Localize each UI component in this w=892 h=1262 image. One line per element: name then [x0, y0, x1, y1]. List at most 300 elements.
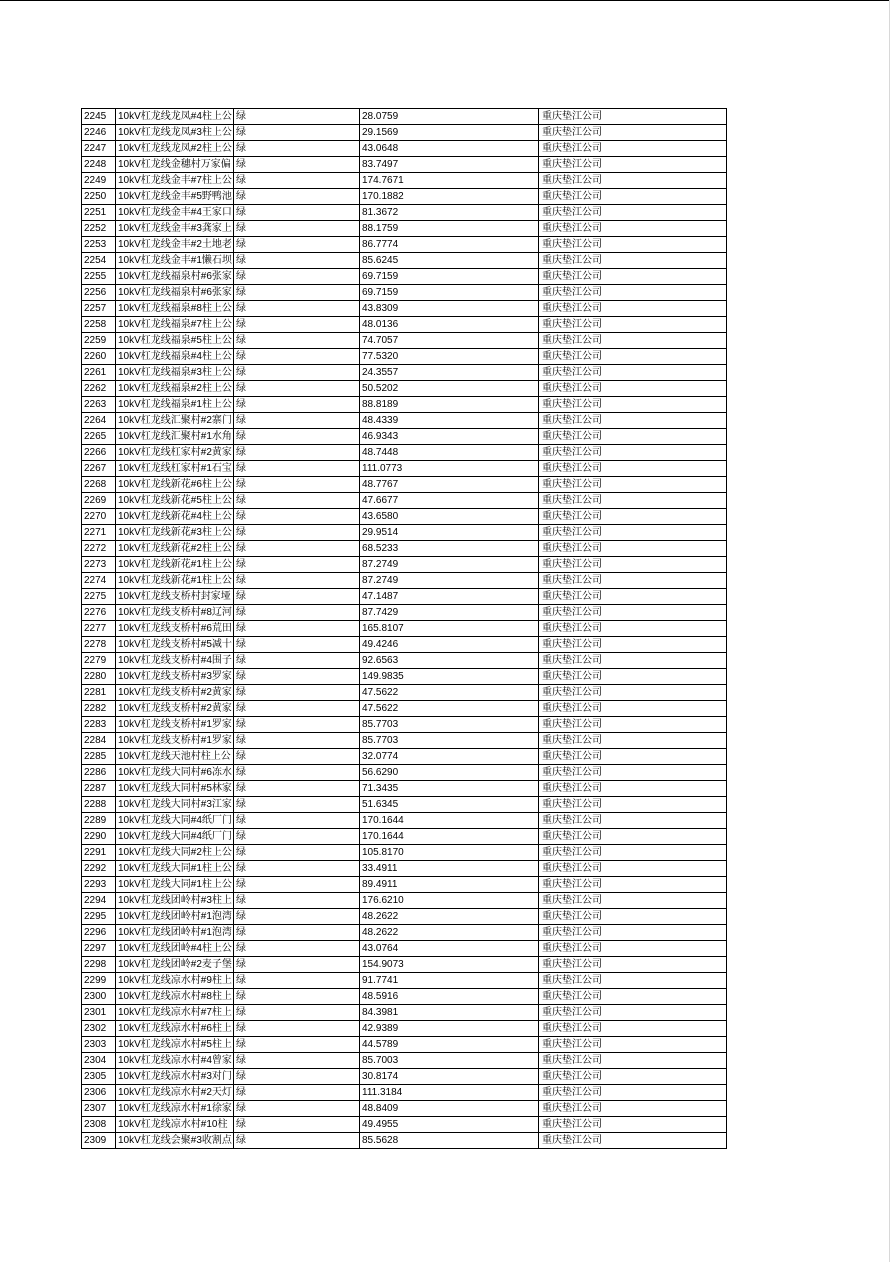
line-name-cell: 10kV杠龙线福泉#2柱上公 — [116, 381, 234, 397]
status-cell: 绿 — [234, 573, 360, 589]
value-cell: 84.3981 — [360, 1005, 539, 1021]
table-row — [82, 317, 727, 333]
value-cell: 28.0759 — [360, 109, 539, 125]
table-row — [82, 557, 727, 573]
value-cell: 48.7767 — [360, 477, 539, 493]
line-name-cell: 10kV杠龙线福泉村#6张家 — [116, 285, 234, 301]
table-row — [82, 797, 727, 813]
line-name-cell: 10kV杠龙线大同村#3江家 — [116, 797, 234, 813]
company-cell: 重庆垫江公司 — [539, 685, 727, 701]
company-cell: 重庆垫江公司 — [539, 765, 727, 781]
table-row — [82, 909, 727, 925]
table-row — [82, 509, 727, 525]
status-cell: 绿 — [234, 717, 360, 733]
table-body — [82, 109, 727, 1149]
line-name-cell: 10kV杠龙线支桥村#4围子 — [116, 653, 234, 669]
status-cell: 绿 — [234, 381, 360, 397]
company-cell: 重庆垫江公司 — [539, 509, 727, 525]
line-name-cell: 10kV杠龙线新花#1柱上公 — [116, 557, 234, 573]
value-cell: 33.4911 — [360, 861, 539, 877]
company-cell: 重庆垫江公司 — [539, 317, 727, 333]
company-cell: 重庆垫江公司 — [539, 605, 727, 621]
value-cell: 42.9389 — [360, 1021, 539, 1037]
table-row — [82, 397, 727, 413]
table-row — [82, 877, 727, 893]
status-cell: 绿 — [234, 669, 360, 685]
company-cell: 重庆垫江公司 — [539, 829, 727, 845]
row-number-cell: 2305 — [82, 1069, 116, 1085]
status-cell: 绿 — [234, 1069, 360, 1085]
table-row — [82, 1005, 727, 1021]
row-number-cell: 2256 — [82, 285, 116, 301]
company-cell: 重庆垫江公司 — [539, 445, 727, 461]
row-number-cell: 2269 — [82, 493, 116, 509]
company-cell: 重庆垫江公司 — [539, 349, 727, 365]
company-cell: 重庆垫江公司 — [539, 125, 727, 141]
value-cell: 87.2749 — [360, 557, 539, 573]
company-cell: 重庆垫江公司 — [539, 669, 727, 685]
line-name-cell: 10kV杠龙线凉水村#3对门 — [116, 1069, 234, 1085]
line-name-cell: 10kV杠龙线新花#4柱上公 — [116, 509, 234, 525]
table-row — [82, 413, 727, 429]
status-cell: 绿 — [234, 445, 360, 461]
status-cell: 绿 — [234, 173, 360, 189]
table-row — [82, 845, 727, 861]
line-name-cell: 10kV杠龙线支桥村#1罗家 — [116, 717, 234, 733]
company-cell: 重庆垫江公司 — [539, 157, 727, 173]
table-row — [82, 109, 727, 125]
value-cell: 85.6245 — [360, 253, 539, 269]
line-name-cell: 10kV杠龙线支桥村#5减十 — [116, 637, 234, 653]
value-cell: 154.9073 — [360, 957, 539, 973]
page-right-rule — [889, 0, 890, 1262]
status-cell: 绿 — [234, 1117, 360, 1133]
company-cell: 重庆垫江公司 — [539, 525, 727, 541]
company-cell: 重庆垫江公司 — [539, 781, 727, 797]
value-cell: 174.7671 — [360, 173, 539, 189]
table-row — [82, 1053, 727, 1069]
status-cell: 绿 — [234, 317, 360, 333]
table-row — [82, 621, 727, 637]
table-row — [82, 717, 727, 733]
table-row — [82, 525, 727, 541]
row-number-cell: 2279 — [82, 653, 116, 669]
table-row — [82, 701, 727, 717]
value-cell: 85.7703 — [360, 717, 539, 733]
line-name-cell: 10kV杠龙线凉水村#1徐家 — [116, 1101, 234, 1117]
status-cell: 绿 — [234, 413, 360, 429]
table-row — [82, 1037, 727, 1053]
table-row — [82, 637, 727, 653]
row-number-cell: 2260 — [82, 349, 116, 365]
status-cell: 绿 — [234, 1101, 360, 1117]
line-name-cell: 10kV杠龙线福泉#5柱上公 — [116, 333, 234, 349]
table-row — [82, 269, 727, 285]
line-name-cell: 10kV杠龙线杠家村#1石宝 — [116, 461, 234, 477]
status-cell: 绿 — [234, 1037, 360, 1053]
line-name-cell: 10kV杠龙线福泉村#6张家 — [116, 269, 234, 285]
value-cell: 87.2749 — [360, 573, 539, 589]
company-cell: 重庆垫江公司 — [539, 109, 727, 125]
table-row — [82, 781, 727, 797]
status-cell: 绿 — [234, 349, 360, 365]
value-cell: 47.5622 — [360, 701, 539, 717]
table-row — [82, 173, 727, 189]
table-row — [82, 765, 727, 781]
row-number-cell: 2255 — [82, 269, 116, 285]
line-name-cell: 10kV杠龙线大同#4纸厂门 — [116, 829, 234, 845]
value-cell: 89.4911 — [360, 877, 539, 893]
company-cell: 重庆垫江公司 — [539, 365, 727, 381]
line-name-cell: 10kV杠龙线大同#1柱上公 — [116, 861, 234, 877]
status-cell: 绿 — [234, 509, 360, 525]
table-row — [82, 957, 727, 973]
status-cell: 绿 — [234, 781, 360, 797]
line-name-cell: 10kV杠龙线新花#2柱上公 — [116, 541, 234, 557]
value-cell: 68.5233 — [360, 541, 539, 557]
line-name-cell: 10kV杠龙线龙凤#4柱上公 — [116, 109, 234, 125]
company-cell: 重庆垫江公司 — [539, 733, 727, 749]
company-cell: 重庆垫江公司 — [539, 861, 727, 877]
status-cell: 绿 — [234, 621, 360, 637]
value-cell: 49.4246 — [360, 637, 539, 653]
table-row — [82, 1133, 727, 1149]
table-row — [82, 141, 727, 157]
table-row — [82, 1117, 727, 1133]
company-cell: 重庆垫江公司 — [539, 797, 727, 813]
value-cell: 48.2622 — [360, 909, 539, 925]
value-cell: 71.3435 — [360, 781, 539, 797]
line-name-cell: 10kV杠龙线龙凤#2柱上公 — [116, 141, 234, 157]
row-number-cell: 2284 — [82, 733, 116, 749]
table-row — [82, 493, 727, 509]
line-name-cell: 10kV杠龙线大同村#6冻水 — [116, 765, 234, 781]
table-row — [82, 1085, 727, 1101]
company-cell: 重庆垫江公司 — [539, 381, 727, 397]
status-cell: 绿 — [234, 909, 360, 925]
table-row — [82, 973, 727, 989]
status-cell: 绿 — [234, 941, 360, 957]
row-number-cell: 2294 — [82, 893, 116, 909]
status-cell: 绿 — [234, 653, 360, 669]
company-cell: 重庆垫江公司 — [539, 429, 727, 445]
row-number-cell: 2265 — [82, 429, 116, 445]
company-cell: 重庆垫江公司 — [539, 141, 727, 157]
status-cell: 绿 — [234, 1133, 360, 1149]
row-number-cell: 2282 — [82, 701, 116, 717]
status-cell: 绿 — [234, 525, 360, 541]
row-number-cell: 2299 — [82, 973, 116, 989]
table-row — [82, 941, 727, 957]
row-number-cell: 2257 — [82, 301, 116, 317]
row-number-cell: 2297 — [82, 941, 116, 957]
value-cell: 87.7429 — [360, 605, 539, 621]
row-number-cell: 2267 — [82, 461, 116, 477]
row-number-cell: 2274 — [82, 573, 116, 589]
status-cell: 绿 — [234, 637, 360, 653]
value-cell: 83.7497 — [360, 157, 539, 173]
value-cell: 43.0764 — [360, 941, 539, 957]
company-cell: 重庆垫江公司 — [539, 1101, 727, 1117]
line-name-cell: 10kV杠龙线福泉#4柱上公 — [116, 349, 234, 365]
value-cell: 48.0136 — [360, 317, 539, 333]
table-row — [82, 349, 727, 365]
row-number-cell: 2261 — [82, 365, 116, 381]
table-row — [82, 445, 727, 461]
line-name-cell: 10kV杠龙线凉水村#9柱上 — [116, 973, 234, 989]
row-number-cell: 2270 — [82, 509, 116, 525]
company-cell: 重庆垫江公司 — [539, 205, 727, 221]
company-cell: 重庆垫江公司 — [539, 1037, 727, 1053]
line-name-cell: 10kV杠龙线凉水村#8柱上 — [116, 989, 234, 1005]
table-row — [82, 813, 727, 829]
value-cell: 49.4955 — [360, 1117, 539, 1133]
company-cell: 重庆垫江公司 — [539, 813, 727, 829]
line-name-cell: 10kV杠龙线金丰#1懒石坝 — [116, 253, 234, 269]
line-name-cell: 10kV杠龙线金丰#4王家口 — [116, 205, 234, 221]
value-cell: 81.3672 — [360, 205, 539, 221]
status-cell: 绿 — [234, 797, 360, 813]
company-cell: 重庆垫江公司 — [539, 477, 727, 493]
table-row — [82, 1101, 727, 1117]
company-cell: 重庆垫江公司 — [539, 269, 727, 285]
line-name-cell: 10kV杠龙线大同#4纸厂门 — [116, 813, 234, 829]
status-cell: 绿 — [234, 269, 360, 285]
status-cell: 绿 — [234, 957, 360, 973]
company-cell: 重庆垫江公司 — [539, 253, 727, 269]
company-cell: 重庆垫江公司 — [539, 173, 727, 189]
line-name-cell: 10kV杠龙线金丰#5野鸭池 — [116, 189, 234, 205]
row-number-cell: 2300 — [82, 989, 116, 1005]
line-name-cell: 10kV杠龙线支桥村#8辽河 — [116, 605, 234, 621]
line-name-cell: 10kV杠龙线金丰#2土地老 — [116, 237, 234, 253]
company-cell: 重庆垫江公司 — [539, 573, 727, 589]
row-number-cell: 2301 — [82, 1005, 116, 1021]
row-number-cell: 2276 — [82, 605, 116, 621]
table-row — [82, 253, 727, 269]
row-number-cell: 2262 — [82, 381, 116, 397]
value-cell: 43.6580 — [360, 509, 539, 525]
value-cell: 56.6290 — [360, 765, 539, 781]
line-name-cell: 10kV杠龙线支桥村#1罗家 — [116, 733, 234, 749]
status-cell: 绿 — [234, 973, 360, 989]
row-number-cell: 2306 — [82, 1085, 116, 1101]
company-cell: 重庆垫江公司 — [539, 461, 727, 477]
row-number-cell: 2248 — [82, 157, 116, 173]
table-row — [82, 605, 727, 621]
company-cell: 重庆垫江公司 — [539, 1133, 727, 1149]
row-number-cell: 2302 — [82, 1021, 116, 1037]
status-cell: 绿 — [234, 157, 360, 173]
row-number-cell: 2283 — [82, 717, 116, 733]
company-cell: 重庆垫江公司 — [539, 957, 727, 973]
table-row — [82, 893, 727, 909]
status-cell: 绿 — [234, 925, 360, 941]
status-cell: 绿 — [234, 733, 360, 749]
status-cell: 绿 — [234, 765, 360, 781]
line-name-cell: 10kV杠龙线凉水村#7柱上 — [116, 1005, 234, 1021]
row-number-cell: 2304 — [82, 1053, 116, 1069]
row-number-cell: 2307 — [82, 1101, 116, 1117]
value-cell: 48.8409 — [360, 1101, 539, 1117]
table-row — [82, 669, 727, 685]
line-name-cell: 10kV杠龙线团岭村#1泡湾 — [116, 909, 234, 925]
company-cell: 重庆垫江公司 — [539, 301, 727, 317]
status-cell: 绿 — [234, 989, 360, 1005]
row-number-cell: 2303 — [82, 1037, 116, 1053]
table-row — [82, 285, 727, 301]
table-row — [82, 333, 727, 349]
company-cell: 重庆垫江公司 — [539, 989, 727, 1005]
status-cell: 绿 — [234, 429, 360, 445]
company-cell: 重庆垫江公司 — [539, 749, 727, 765]
status-cell: 绿 — [234, 893, 360, 909]
value-cell: 91.7741 — [360, 973, 539, 989]
row-number-cell: 2245 — [82, 109, 116, 125]
line-name-cell: 10kV杠龙线金穗村万家偏 — [116, 157, 234, 173]
value-cell: 47.1487 — [360, 589, 539, 605]
table-row — [82, 1069, 727, 1085]
value-cell: 50.5202 — [360, 381, 539, 397]
status-cell: 绿 — [234, 477, 360, 493]
table-row — [82, 125, 727, 141]
value-cell: 32.0774 — [360, 749, 539, 765]
table-row — [82, 829, 727, 845]
row-number-cell: 2308 — [82, 1117, 116, 1133]
line-name-cell: 10kV杠龙线福泉#8柱上公 — [116, 301, 234, 317]
company-cell: 重庆垫江公司 — [539, 925, 727, 941]
row-number-cell: 2247 — [82, 141, 116, 157]
company-cell: 重庆垫江公司 — [539, 653, 727, 669]
value-cell: 48.4339 — [360, 413, 539, 429]
company-cell: 重庆垫江公司 — [539, 1005, 727, 1021]
row-number-cell: 2287 — [82, 781, 116, 797]
row-number-cell: 2285 — [82, 749, 116, 765]
value-cell: 47.5622 — [360, 685, 539, 701]
row-number-cell: 2290 — [82, 829, 116, 845]
status-cell: 绿 — [234, 605, 360, 621]
row-number-cell: 2295 — [82, 909, 116, 925]
value-cell: 48.2622 — [360, 925, 539, 941]
company-cell: 重庆垫江公司 — [539, 845, 727, 861]
line-name-cell: 10kV杠龙线凉水村#6柱上 — [116, 1021, 234, 1037]
table-row — [82, 189, 727, 205]
value-cell: 88.1759 — [360, 221, 539, 237]
value-cell: 170.1644 — [360, 813, 539, 829]
status-cell: 绿 — [234, 301, 360, 317]
company-cell: 重庆垫江公司 — [539, 1069, 727, 1085]
line-name-cell: 10kV杠龙线大同#1柱上公 — [116, 877, 234, 893]
value-cell: 86.7774 — [360, 237, 539, 253]
table-row — [82, 477, 727, 493]
status-cell: 绿 — [234, 461, 360, 477]
line-name-cell: 10kV杠龙线福泉#7柱上公 — [116, 317, 234, 333]
value-cell: 29.1569 — [360, 125, 539, 141]
value-cell: 111.3184 — [360, 1085, 539, 1101]
value-cell: 170.1644 — [360, 829, 539, 845]
line-name-cell: 10kV杠龙线凉水村#5柱上 — [116, 1037, 234, 1053]
row-number-cell: 2258 — [82, 317, 116, 333]
company-cell: 重庆垫江公司 — [539, 493, 727, 509]
status-cell: 绿 — [234, 253, 360, 269]
status-cell: 绿 — [234, 877, 360, 893]
line-name-cell: 10kV杠龙线团岭#4柱上公 — [116, 941, 234, 957]
table-row — [82, 653, 727, 669]
row-number-cell: 2252 — [82, 221, 116, 237]
status-cell: 绿 — [234, 125, 360, 141]
line-name-cell: 10kV杠龙线新花#1柱上公 — [116, 573, 234, 589]
company-cell: 重庆垫江公司 — [539, 621, 727, 637]
row-number-cell: 2291 — [82, 845, 116, 861]
company-cell: 重庆垫江公司 — [539, 557, 727, 573]
table-row — [82, 429, 727, 445]
line-name-cell: 10kV杠龙线支桥村#6荒田 — [116, 621, 234, 637]
line-name-cell: 10kV杠龙线大同#2柱上公 — [116, 845, 234, 861]
row-number-cell: 2271 — [82, 525, 116, 541]
table-row — [82, 733, 727, 749]
line-name-cell: 10kV杠龙线汇聚村#1水角 — [116, 429, 234, 445]
row-number-cell: 2264 — [82, 413, 116, 429]
status-cell: 绿 — [234, 397, 360, 413]
row-number-cell: 2272 — [82, 541, 116, 557]
status-cell: 绿 — [234, 845, 360, 861]
table-row — [82, 989, 727, 1005]
row-number-cell: 2246 — [82, 125, 116, 141]
line-name-cell: 10kV杠龙线金丰#3龚家上 — [116, 221, 234, 237]
value-cell: 92.6563 — [360, 653, 539, 669]
row-number-cell: 2293 — [82, 877, 116, 893]
company-cell: 重庆垫江公司 — [539, 1085, 727, 1101]
row-number-cell: 2254 — [82, 253, 116, 269]
row-number-cell: 2292 — [82, 861, 116, 877]
line-name-cell: 10kV杠龙线新花#5柱上公 — [116, 493, 234, 509]
company-cell: 重庆垫江公司 — [539, 413, 727, 429]
company-cell: 重庆垫江公司 — [539, 973, 727, 989]
value-cell: 85.7003 — [360, 1053, 539, 1069]
row-number-cell: 2281 — [82, 685, 116, 701]
value-cell: 48.5916 — [360, 989, 539, 1005]
status-cell: 绿 — [234, 1021, 360, 1037]
value-cell: 24.3557 — [360, 365, 539, 381]
company-cell: 重庆垫江公司 — [539, 237, 727, 253]
company-cell: 重庆垫江公司 — [539, 893, 727, 909]
status-cell: 绿 — [234, 813, 360, 829]
data-table — [81, 108, 727, 1149]
value-cell: 85.5628 — [360, 1133, 539, 1149]
status-cell: 绿 — [234, 109, 360, 125]
value-cell: 44.5789 — [360, 1037, 539, 1053]
value-cell: 29.9514 — [360, 525, 539, 541]
value-cell: 47.6677 — [360, 493, 539, 509]
value-cell: 88.8189 — [360, 397, 539, 413]
row-number-cell: 2309 — [82, 1133, 116, 1149]
value-cell: 77.5320 — [360, 349, 539, 365]
status-cell: 绿 — [234, 861, 360, 877]
company-cell: 重庆垫江公司 — [539, 1117, 727, 1133]
company-cell: 重庆垫江公司 — [539, 1021, 727, 1037]
status-cell: 绿 — [234, 541, 360, 557]
table-row — [82, 365, 727, 381]
company-cell: 重庆垫江公司 — [539, 877, 727, 893]
value-cell: 30.8174 — [360, 1069, 539, 1085]
status-cell: 绿 — [234, 141, 360, 157]
status-cell: 绿 — [234, 701, 360, 717]
line-name-cell: 10kV杠龙线新花#3柱上公 — [116, 525, 234, 541]
line-name-cell: 10kV杠龙线会聚#3收割点 — [116, 1133, 234, 1149]
page-top-rule — [0, 0, 890, 1]
row-number-cell: 2273 — [82, 557, 116, 573]
value-cell: 43.0648 — [360, 141, 539, 157]
